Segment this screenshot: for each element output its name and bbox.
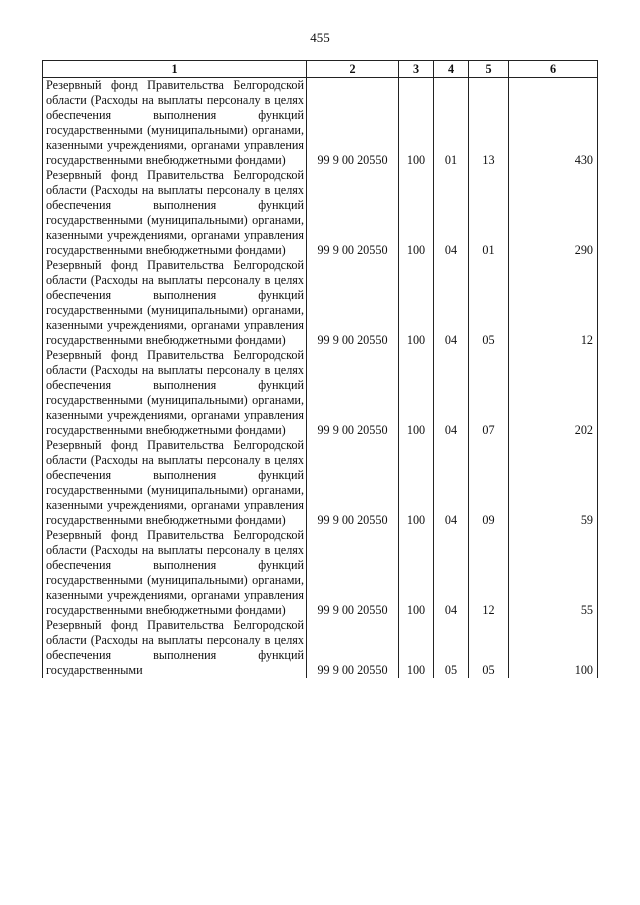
- row-amount: 290: [509, 168, 598, 258]
- table-row: [43, 348, 598, 438]
- table-row: [43, 618, 598, 678]
- row-code: 99 9 00 20550: [307, 258, 399, 348]
- row-code: 99 9 00 20550: [307, 528, 399, 618]
- header-col-2: 2: [307, 61, 399, 78]
- row-section: 04: [434, 348, 469, 438]
- row-section: 01: [434, 78, 469, 169]
- row-section: 04: [434, 258, 469, 348]
- row-subsection: 09: [469, 438, 509, 528]
- row-section: 04: [434, 168, 469, 258]
- header-row: [43, 61, 598, 78]
- header-col-6: 6: [509, 61, 598, 78]
- page-number: 455: [310, 30, 330, 45]
- table-row: [43, 438, 598, 528]
- row-type: 100: [399, 528, 434, 618]
- row-code: 99 9 00 20550: [307, 438, 399, 528]
- row-amount: 59: [509, 438, 598, 528]
- row-subsection: 13: [469, 78, 509, 169]
- row-subsection: 05: [469, 258, 509, 348]
- row-section: 04: [434, 528, 469, 618]
- row-amount: 12: [509, 258, 598, 348]
- row-subsection: 12: [469, 528, 509, 618]
- header-col-1: 1: [43, 61, 307, 78]
- row-amount: 100: [509, 618, 598, 678]
- row-description: Резервный фонд Правительства Белгородской области (Расходы на выплаты персоналу в целях обеспечения выполнения функций государственными (муниципальными) органами, казенными учреждениями, органами управления государственными внебюджетными фондами): [43, 168, 307, 258]
- table-row: [43, 78, 598, 169]
- row-subsection: 05: [469, 618, 509, 678]
- row-section: 05: [434, 618, 469, 678]
- row-description: Резервный фонд Правительства Белгородской области (Расходы на выплаты персоналу в целях обеспечения выполнения функций государственными: [43, 618, 307, 678]
- row-section: 04: [434, 438, 469, 528]
- header-col-5: 5: [469, 61, 509, 78]
- header-col-3: 3: [399, 61, 434, 78]
- row-description: Резервный фонд Правительства Белгородской области (Расходы на выплаты персоналу в целях обеспечения выполнения функций государственными (муниципальными) органами, казенными учреждениями, органами управления государственными внебюджетными фондами): [43, 438, 307, 528]
- row-subsection: 01: [469, 168, 509, 258]
- row-subsection: 07: [469, 348, 509, 438]
- row-type: 100: [399, 348, 434, 438]
- row-type: 100: [399, 258, 434, 348]
- row-amount: 55: [509, 528, 598, 618]
- row-code: 99 9 00 20550: [307, 78, 399, 169]
- row-description: Резервный фонд Правительства Белгородской области (Расходы на выплаты персоналу в целях обеспечения выполнения функций государственными (муниципальными) органами, казенными учреждениями, органами управления государственными внебюджетными фондами): [43, 348, 307, 438]
- row-type: 100: [399, 618, 434, 678]
- row-code: 99 9 00 20550: [307, 168, 399, 258]
- row-code: 99 9 00 20550: [307, 618, 399, 678]
- table-row: [43, 168, 598, 258]
- row-amount: 202: [509, 348, 598, 438]
- row-code: 99 9 00 20550: [307, 348, 399, 438]
- budget-table: [42, 60, 598, 678]
- row-type: 100: [399, 168, 434, 258]
- row-type: 100: [399, 78, 434, 169]
- row-description: Резервный фонд Правительства Белгородской области (Расходы на выплаты персоналу в целях обеспечения выполнения функций государственными (муниципальными) органами, казенными учреждениями, органами управления государственными внебюджетными фондами): [43, 258, 307, 348]
- row-type: 100: [399, 438, 434, 528]
- row-amount: 430: [509, 78, 598, 169]
- row-description: Резервный фонд Правительства Белгородской области (Расходы на выплаты персоналу в целях обеспечения выполнения функций государственными (муниципальными) органами, казенными учреждениями, органами управления государственными внебюджетными фондами): [43, 528, 307, 618]
- table-row: [43, 258, 598, 348]
- table-row: [43, 528, 598, 618]
- row-description: Резервный фонд Правительства Белгородской области (Расходы на выплаты персоналу в целях обеспечения выполнения функций государственными (муниципальными) органами, казенными учреждениями, органами управления государственными внебюджетными фондами): [43, 78, 307, 169]
- header-col-4: 4: [434, 61, 469, 78]
